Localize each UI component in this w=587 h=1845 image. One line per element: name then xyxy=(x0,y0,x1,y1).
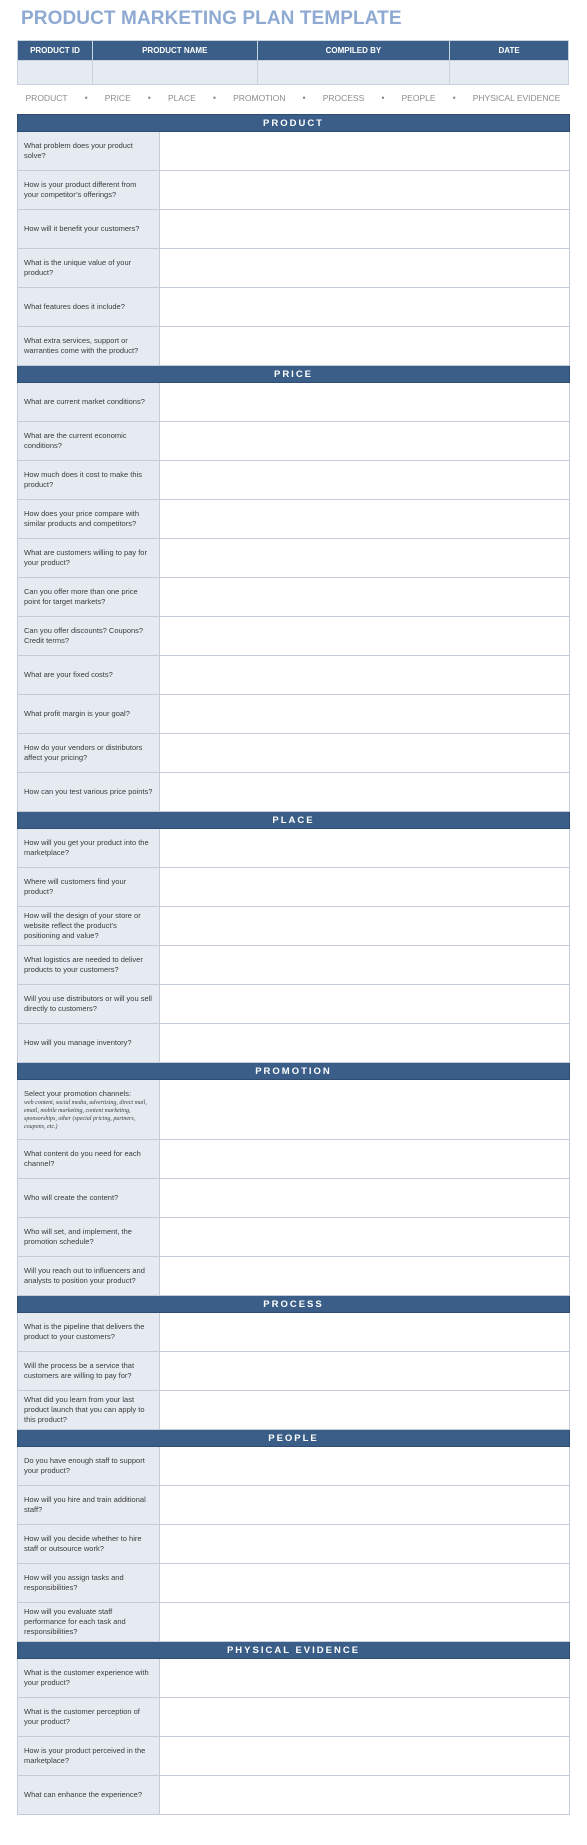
section-title: PROCESS xyxy=(18,1296,570,1313)
answer-field[interactable] xyxy=(160,1486,570,1525)
section-title: PLACE xyxy=(18,812,570,829)
question-row xyxy=(18,773,570,812)
question-label: How will it benefit your customers? xyxy=(18,210,160,249)
question-label: Can you offer more than one price point for target markets? xyxy=(18,578,160,617)
question-label: How is your product perceived in the marketplace? xyxy=(18,1737,160,1776)
header-date: DATE xyxy=(450,41,569,61)
section-header-product xyxy=(18,115,570,132)
question-row xyxy=(18,1698,570,1737)
question-label: What are current market conditions? xyxy=(18,383,160,422)
answer-field[interactable] xyxy=(160,171,570,210)
nav-separator: • xyxy=(84,93,88,103)
question-label: How is your product different from your competitor’s offerings? xyxy=(18,171,160,210)
question-label: How will you decide whether to hire staff or outsource work? xyxy=(18,1525,160,1564)
question-label: What profit margin is your goal? xyxy=(18,695,160,734)
nav-separator: • xyxy=(302,93,306,103)
answer-field[interactable] xyxy=(160,1776,570,1815)
question-row xyxy=(18,1525,570,1564)
question-label: How will you get your product into the marketplace? xyxy=(18,829,160,868)
question-row xyxy=(18,132,570,171)
question-row xyxy=(18,461,570,500)
question-row xyxy=(18,1486,570,1525)
nav-physical-evidence[interactable]: PHYSICAL EVIDENCE xyxy=(472,93,561,103)
section-header-process xyxy=(18,1296,570,1313)
question-label: Who will set, and implement, the promotion schedule? xyxy=(18,1218,160,1257)
answer-field[interactable] xyxy=(160,946,570,985)
question-row xyxy=(18,500,570,539)
section-title: PRODUCT xyxy=(18,115,570,132)
question-label: What are customers willing to pay for your product? xyxy=(18,539,160,578)
nav-place[interactable]: PLACE xyxy=(167,93,196,103)
nav-separator: • xyxy=(147,93,151,103)
question-label: What did you learn from your last product launch that you can apply to this product? xyxy=(18,1391,160,1430)
question-label: Will you use distributors or will you sell directly to customers? xyxy=(18,985,160,1024)
answer-field[interactable] xyxy=(160,1737,570,1776)
question-label xyxy=(18,1080,160,1140)
answer-field[interactable] xyxy=(160,695,570,734)
section-nav xyxy=(17,92,569,104)
header-product-name: PRODUCT NAME xyxy=(92,41,257,61)
question-row xyxy=(18,1218,570,1257)
question-row xyxy=(18,829,570,868)
question-row xyxy=(18,985,570,1024)
answer-field[interactable] xyxy=(160,1525,570,1564)
section-title: PHYSICAL EVIDENCE xyxy=(18,1642,570,1659)
question-row xyxy=(18,1391,570,1430)
answer-field[interactable] xyxy=(160,985,570,1024)
compiled-by-field[interactable] xyxy=(257,61,450,85)
page-title: PRODUCT MARKETING PLAN TEMPLATE xyxy=(21,8,402,29)
question-row xyxy=(18,1024,570,1063)
question-label: How will you manage inventory? xyxy=(18,1024,160,1063)
question-label: Do you have enough staff to support your product? xyxy=(18,1447,160,1486)
answer-field[interactable] xyxy=(160,578,570,617)
section-header-people xyxy=(18,1430,570,1447)
answer-field[interactable] xyxy=(160,249,570,288)
header-table xyxy=(17,40,569,85)
question-row xyxy=(18,327,570,366)
question-label: Who will create the content? xyxy=(18,1179,160,1218)
question-row xyxy=(18,656,570,695)
answer-field[interactable] xyxy=(160,288,570,327)
answer-field[interactable] xyxy=(160,1179,570,1218)
question-label: How will you evaluate staff performance for each task and responsibilities? xyxy=(18,1603,160,1642)
answer-field[interactable] xyxy=(160,1024,570,1063)
question-row xyxy=(18,695,570,734)
header-product-id: PRODUCT ID xyxy=(18,41,93,61)
section-header-price xyxy=(18,366,570,383)
answer-field[interactable] xyxy=(160,734,570,773)
answer-field[interactable] xyxy=(160,132,570,171)
question-row xyxy=(18,539,570,578)
answer-field[interactable] xyxy=(160,1603,570,1642)
question-label: How much does it cost to make this product? xyxy=(18,461,160,500)
nav-separator: • xyxy=(452,93,456,103)
answer-field[interactable] xyxy=(160,1257,570,1296)
question-row xyxy=(18,171,570,210)
product-id-field[interactable] xyxy=(18,61,93,85)
question-row xyxy=(18,1140,570,1179)
question-label: What is the customer experience with your product? xyxy=(18,1659,160,1698)
product-name-field[interactable] xyxy=(92,61,257,85)
question-label: Will the process be a service that customers are willing to pay for? xyxy=(18,1352,160,1391)
answer-field[interactable] xyxy=(160,773,570,812)
header-compiled-by: COMPILED BY xyxy=(257,41,450,61)
answer-field[interactable] xyxy=(160,1659,570,1698)
question-row xyxy=(18,1179,570,1218)
answer-field[interactable] xyxy=(160,327,570,366)
section-title: PEOPLE xyxy=(18,1430,570,1447)
question-label: How will you assign tasks and responsibilities? xyxy=(18,1564,160,1603)
answer-field[interactable] xyxy=(160,1140,570,1179)
answer-field[interactable] xyxy=(160,1218,570,1257)
section-header-promotion xyxy=(18,1063,570,1080)
answer-field[interactable] xyxy=(160,1698,570,1737)
date-field[interactable] xyxy=(450,61,569,85)
question-label: What is the unique value of your product? xyxy=(18,249,160,288)
question-label: What logistics are needed to deliver products to your customers? xyxy=(18,946,160,985)
question-row xyxy=(18,578,570,617)
question-label: How does your price compare with similar products and competitors? xyxy=(18,500,160,539)
answer-field[interactable] xyxy=(160,829,570,868)
question-label: Can you offer discounts? Coupons? Credit terms? xyxy=(18,617,160,656)
question-row xyxy=(18,1352,570,1391)
question-row xyxy=(18,734,570,773)
nav-process[interactable]: PROCESS xyxy=(322,93,365,103)
question-row xyxy=(18,1659,570,1698)
question-row xyxy=(18,1257,570,1296)
question-row xyxy=(18,288,570,327)
question-label: What can enhance the experience? xyxy=(18,1776,160,1815)
answer-field[interactable] xyxy=(160,383,570,422)
section-header-place xyxy=(18,812,570,829)
question-row xyxy=(18,1603,570,1642)
question-row xyxy=(18,868,570,907)
question-label: How do your vendors or distributors affect your pricing? xyxy=(18,734,160,773)
answer-field[interactable] xyxy=(160,868,570,907)
question-label: How will you hire and train additional staff? xyxy=(18,1486,160,1525)
nav-separator: • xyxy=(381,93,385,103)
question-row xyxy=(18,1564,570,1603)
answer-field[interactable] xyxy=(160,617,570,656)
question-label: What are your fixed costs? xyxy=(18,656,160,695)
question-label: What is the pipeline that delivers the product to your customers? xyxy=(18,1313,160,1352)
answer-field[interactable] xyxy=(160,1391,570,1430)
question-row xyxy=(18,946,570,985)
channel-list-text: web content, social media, advertising, direct mail, email, mobile marketing, content marketing, sponsorships, other (special pricing, partners, coupons, etc.) xyxy=(24,1099,147,1130)
answer-field[interactable] xyxy=(160,500,570,539)
plan-table xyxy=(17,114,570,1815)
answer-field[interactable] xyxy=(160,907,570,946)
question-label: How will the design of your store or website reflect the product’s positioning and value? xyxy=(18,907,160,946)
question-row xyxy=(18,1313,570,1352)
answer-field[interactable] xyxy=(160,1080,570,1140)
section-title: PROMOTION xyxy=(18,1063,570,1080)
answer-field[interactable] xyxy=(160,210,570,249)
question-label: What are the current economic conditions? xyxy=(18,422,160,461)
question-row xyxy=(18,1776,570,1815)
question-row xyxy=(18,907,570,946)
question-row xyxy=(18,249,570,288)
question-label: What features does it include? xyxy=(18,288,160,327)
question-label: What extra services, support or warranties come with the product? xyxy=(18,327,160,366)
question-label: How can you test various price points? xyxy=(18,773,160,812)
question-row xyxy=(18,617,570,656)
answer-field[interactable] xyxy=(160,656,570,695)
question-text: Select your promotion channels: xyxy=(24,1088,132,1098)
nav-price[interactable]: PRICE xyxy=(104,93,131,103)
section-title: PRICE xyxy=(18,366,570,383)
answer-field[interactable] xyxy=(160,539,570,578)
answer-field[interactable] xyxy=(160,461,570,500)
answer-field[interactable] xyxy=(160,1564,570,1603)
section-header-physical-evidence xyxy=(18,1642,570,1659)
answer-field[interactable] xyxy=(160,422,570,461)
question-row xyxy=(18,210,570,249)
answer-field[interactable] xyxy=(160,1447,570,1486)
nav-separator: • xyxy=(212,93,217,103)
nav-promotion[interactable]: PROMOTION xyxy=(233,93,286,103)
question-row xyxy=(18,422,570,461)
nav-people[interactable]: PEOPLE xyxy=(401,93,436,103)
question-label: What is the customer perception of your product? xyxy=(18,1698,160,1737)
question-label: Will you reach out to influencers and analysts to position your product? xyxy=(18,1257,160,1296)
question-row xyxy=(18,1080,570,1140)
question-label: What problem does your product solve? xyxy=(18,132,160,171)
question-label: What content do you need for each channel? xyxy=(18,1140,160,1179)
question-label: Where will customers find your product? xyxy=(18,868,160,907)
answer-field[interactable] xyxy=(160,1352,570,1391)
nav-product[interactable]: PRODUCT xyxy=(25,93,68,103)
question-row xyxy=(18,383,570,422)
question-row xyxy=(18,1737,570,1776)
answer-field[interactable] xyxy=(160,1313,570,1352)
question-row xyxy=(18,1447,570,1486)
